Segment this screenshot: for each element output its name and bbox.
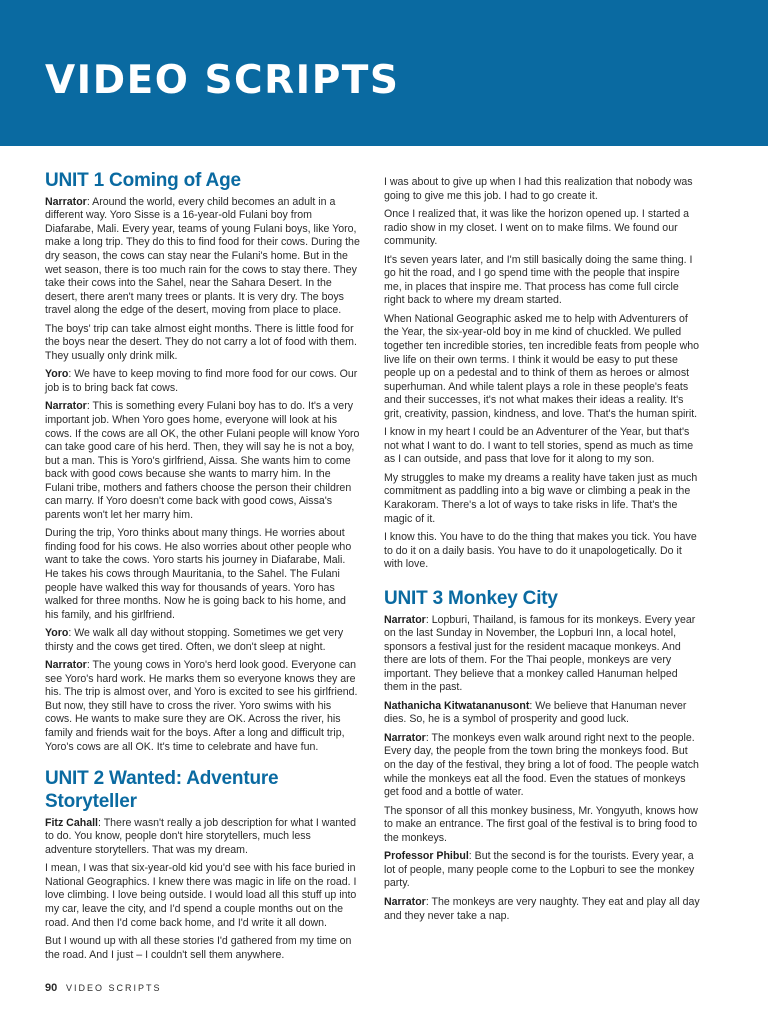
script-paragraph [384,254,700,308]
speaker-name: Yoro [45,368,69,381]
script-paragraph [384,472,700,526]
unit-2-body [45,817,360,962]
script-paragraph [384,313,700,421]
script-paragraph [384,732,700,800]
paragraph-text: We believe that Hanuman never dies. So, he is a symbol of prosperity and good luck. [384,699,687,726]
script-paragraph [384,531,700,572]
script-paragraph [384,208,700,249]
script-paragraph [384,700,700,727]
speaker-name: Fitz Cahall [45,816,98,829]
speaker-separator: : [86,400,93,413]
paragraph-text: There wasn't really a job description for what I wanted to do. You know, people don't hire storytellers, much less adventure storytellers. That was my dream. [45,816,356,856]
speaker-name: Professor Phibul [384,850,469,863]
speaker-separator: : [68,627,75,640]
script-paragraph [45,935,360,962]
speaker-name: Narrator [384,613,426,626]
script-paragraph [384,426,700,467]
speaker-separator: : [425,895,432,908]
speaker-name: Narrator [45,400,87,413]
paragraph-text: When National Geographic asked me to help with Adventurers of the Year, the six-year-old boy in me kind of chuckled. We pulled together ten incredible stories, ten incredible feats from people who live life on their own terms. I think it would be easy to put these people up on a pedestal and to think of them as heroes or almost superhuman. And while talent plays a role in these people's feats and their successes, it's not what makes their ideas a reality. It's grit, creativity, passion, kindness, and love. That's the human spirit. [384,312,700,420]
speaker-name: Nathanicha Kitwatananusont [384,699,530,712]
unit-3-heading: UNIT 3 Monkey City [384,587,558,609]
speaker-name: Narrator [384,731,426,744]
speaker-separator: : [68,368,75,381]
paragraph-text: But the second is for the tourists. Every year, a lot of people, many people come to the Lopburi to see the monkey party. [384,850,695,890]
paragraph-text: I mean, I was that six-year-old kid you'd see with his face buried in National Geographics. I knew there was magic in life on the road. I love climbing. I love being outside. I would load all this stuff up into my car, leave the city, and I'd spend a couple months out on the road. And then I'd come back home, and I'd write it all down. [45,862,357,929]
script-paragraph [45,400,360,522]
paragraph-text: My struggles to make my dreams a reality have taken just as much commitment as paddling into a big wave or climbing a peak in the Karakoram. There's a lot of ways to take risks in life. That's the magic of it. [384,471,698,525]
paragraph-text: I know this. You have to do the thing that makes you tick. You have to do it on a daily basis. You have to do it unapologetically. Do it with love. [384,531,697,571]
speaker-name: Narrator [45,659,87,672]
paragraph-text: We walk all day without stopping. Sometimes we get very thirsty and the cows get tired. Often, we don't sleep at night. [45,627,344,653]
paragraph-text: I know in my heart I could be an Adventurer of the Year, but that's not what I want to do. I want to tell stories, spend as much as time as I can outside, and pass that love for it along to my son. [384,426,694,466]
script-paragraph [45,527,360,622]
script-paragraph [384,805,700,846]
speaker-name: Narrator [384,895,426,908]
script-paragraph [384,614,700,695]
script-paragraph [45,862,360,930]
speaker-separator: : [425,731,432,744]
speaker-separator: : [425,613,432,626]
paragraph-text: I was about to give up when I had this realization that nobody was going to give me this job. I had to go create it. [384,176,693,202]
unit-3-body [384,614,700,923]
page-title: VIDEO SCRIPTS [45,58,400,103]
script-paragraph [45,368,360,395]
page-footer [45,982,162,994]
unit-2-heading: UNIT 2 Wanted: Adventure Storyteller [45,768,279,812]
paragraph-text: It's seven years later, and I'm still basically doing the same thing. I go hit the road, and I go spend time with the people that inspire me, in places that inspire me. That process has come full circle right back to where my dream started. [384,253,693,307]
header-band [0,0,768,146]
paragraph-text: Around the world, every child becomes an adult in a different way. Yoro Sisse is a 16-year-old Fulani boy from Diafarabe, Mali. Every year, teams of young Fulani boys, like Yoro, make a long trip. They do this to find food for their cows. During the dry season, the cows can stay near the Fulani's home. But in the wet season, there is too much rain for the cows to stay there. They take their cows into the Sahel, near the Sahara Desert. In the desert, there aren't many trees or plants. It is very dry. The boys travel along the edge of the desert, moving from place to place. [45,195,360,317]
script-paragraph [45,627,360,654]
speaker-separator: : [529,699,536,712]
script-paragraph [384,850,700,891]
page-number: 90 [45,982,58,994]
paragraph-text: The boys' trip can take almost eight months. There is little food for the boys near the desert. They do not carry a lot of food with them. They usually only drink milk. [45,322,357,362]
script-paragraph [45,659,360,754]
paragraph-text: But I wound up with all these stories I'd gathered from my time on the road. And I just – I couldn't sell them anywhere. [45,935,352,961]
paragraph-text: The sponsor of all this monkey business, Mr. Yongyuth, knows how to make an entrance. The first goal of the festival is to bring food to the monkeys. [384,804,698,844]
paragraph-text: We have to keep moving to find more food for our cows. Our job is to bring back fat cows. [45,368,358,394]
right-column [384,176,700,928]
paragraph-text: Once I realized that, it was like the horizon opened up. I started a radio show in my closet. I went on to make films. We found our community. [384,208,690,248]
script-paragraph [45,817,360,858]
unit-1-body [45,196,360,754]
speaker-separator: : [468,850,475,863]
footer-label: VIDEO SCRIPTS [66,983,162,993]
paragraph-text: The monkeys are very naughty. They eat and play all day and they never take a nap. [384,895,700,922]
speaker-name: Narrator [45,195,87,208]
unit-1-heading: UNIT 1 Coming of Age [45,170,241,191]
speaker-separator: : [97,816,104,829]
script-paragraph [384,176,700,203]
paragraph-text: The young cows in Yoro's herd look good. Everyone can see Yoro's hard work. He marks them so everyone knows they are his. The trip is almost over, and Yoro is excited to see his girlfriend. But now, they still have to cross the river. Yoro swims with his cows. He wants to make sure they are OK. Across the river, his family and friends wait for the boys. After a long and difficult trip, Yoro's cows are all OK. It's time to celebrate and have fun. [45,659,358,753]
script-paragraph [45,196,360,318]
paragraph-text: During the trip, Yoro thinks about many things. He worries about finding food for his cows. He also worries about other people who want to take the cows. Yoro starts his journey in Diafarabe, Mali. He takes his cows through Mauritania, to the Sahel. The Fulani people have walked this way for thousands of years. Yoro has walked for three months. Now he is going back to his home, and his family, and his girlfriend. [45,527,352,621]
speaker-separator: : [86,195,93,208]
paragraph-text: The monkeys even walk around right next to the people. Every day, the people from the town bring the monkeys food. But on the day of the festival, they bring a lot of food. The people watch while the monkeys eat all the food. Even the statues of monkeys get food and a bottle of water. [384,731,699,799]
script-paragraph [384,896,700,923]
script-paragraph [45,323,360,364]
unit-2-continued-body [384,176,700,572]
paragraph-text: This is something every Fulani boy has to do. It's a very important job. When Yoro goes home, everyone will look at his cows. If the cows are all OK, the other Fulani people will know Yoro can take good care of his herd. Then, they will say he is not a boy, but a man. This is Yoro's girlfriend, Aissa. She wants him to come back with good cows because she wants to marry him. In the Fulani tribe, mothers and fathers choose the person their children can marry. If Yoro doesn't come back with good cows, Aissa's parents won't let her marry him. [45,400,360,521]
left-column [45,170,360,967]
speaker-name: Yoro [45,627,69,640]
paragraph-text: Lopburi, Thailand, is famous for its monkeys. Every year on the last Sunday in November, the Lopburi Inn, a local hotel, sponsors a festival just for the resident macaque monkeys. And there are lots of them. For the Thai people, monkeys are very important. They believe that a monkey called Hanuman helped them in the past. [384,613,696,694]
speaker-separator: : [86,659,93,672]
